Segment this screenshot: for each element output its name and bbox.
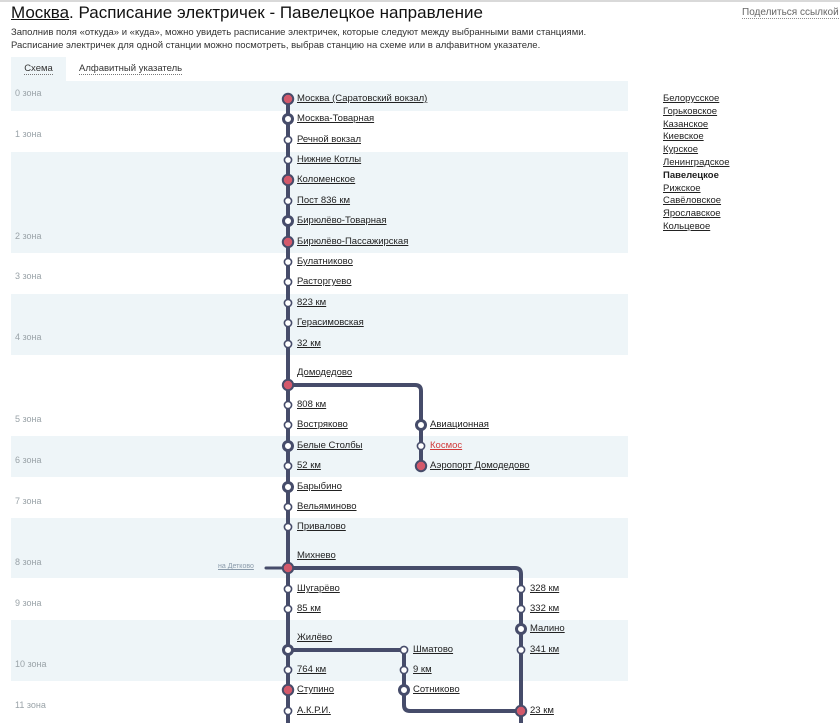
- station-link[interactable]: Сотниково: [413, 684, 460, 695]
- zone-label: 0 зона: [15, 88, 42, 98]
- station-link[interactable]: 764 км: [297, 664, 327, 675]
- station-link[interactable]: Нижние Котлы: [297, 154, 362, 165]
- station-dot-icon[interactable]: [284, 646, 293, 655]
- station-link[interactable]: 32 км: [297, 338, 321, 349]
- station-dot-icon[interactable]: [417, 421, 426, 430]
- station-dot-icon[interactable]: [284, 197, 291, 204]
- station-dot-icon[interactable]: [400, 646, 407, 653]
- direction-kurskoe[interactable]: Курское: [663, 144, 699, 156]
- station-link[interactable]: Домодедово: [297, 367, 353, 378]
- station-link[interactable]: Шугарёво: [297, 583, 340, 594]
- station-link[interactable]: 23 км: [530, 705, 554, 716]
- station-link[interactable]: Речной вокзал: [297, 134, 361, 145]
- station-dot-icon[interactable]: [284, 278, 291, 285]
- station-link[interactable]: Коломенское: [297, 174, 356, 185]
- station-link[interactable]: 328 км: [530, 583, 560, 594]
- zhilevo-branch-line: [288, 650, 521, 711]
- station-link[interactable]: Расторгуево: [297, 276, 352, 287]
- station-link[interactable]: Белые Столбы: [297, 440, 363, 451]
- station-dot-icon[interactable]: [284, 442, 293, 451]
- station-link[interactable]: Герасимовская: [297, 317, 364, 328]
- station-dot-icon[interactable]: [516, 706, 526, 716]
- direction-yaroslavskoe[interactable]: Ярославское: [663, 208, 721, 220]
- zone-label: 9 зона: [15, 598, 42, 608]
- zone-label: 11 зона: [15, 700, 46, 710]
- station-dot-icon[interactable]: [517, 646, 524, 653]
- station-dot-icon[interactable]: [284, 503, 291, 510]
- station-dot-icon[interactable]: [283, 175, 293, 185]
- zone-label: 5 зона: [15, 414, 42, 424]
- station-link[interactable]: Москва-Товарная: [297, 113, 375, 124]
- direction-koltsevoe[interactable]: Кольцевое: [663, 220, 711, 232]
- station-link[interactable]: Востряково: [297, 419, 348, 430]
- branch-note-detkovo[interactable]: на Детково: [218, 563, 254, 570]
- zone-label: 4 зона: [15, 332, 42, 342]
- station-dot-icon[interactable]: [517, 585, 524, 592]
- station-dot-icon[interactable]: [400, 686, 409, 695]
- zone-label: 1 зона: [15, 129, 42, 139]
- station-dot-icon[interactable]: [284, 401, 291, 408]
- intro-text: Заполнив поля «откуда» и «куда», можно увидеть расписание электричек, которые следуют между выбранными вами станциями. Расписание электричек для одной станции можно посмотреть, выбрав станцию на схеме или в алфавитном указателе.: [11, 27, 587, 51]
- station-dot-icon[interactable]: [283, 563, 293, 573]
- city-link[interactable]: Москва: [11, 3, 70, 22]
- station-link[interactable]: Вельяминово: [297, 501, 357, 512]
- tab-scheme-label: Схема: [24, 63, 53, 74]
- direction-leningradskoe[interactable]: Ленинградское: [663, 156, 730, 168]
- direction-savelovskoe[interactable]: Савёловское: [663, 195, 722, 207]
- zone-label: 10 зона: [15, 659, 47, 669]
- station-dot-icon[interactable]: [284, 115, 293, 124]
- station-dot-icon[interactable]: [417, 442, 424, 449]
- station-dot-icon[interactable]: [284, 523, 291, 530]
- direction-gorkovskoe[interactable]: Горьковское: [663, 105, 718, 117]
- station-dot-icon[interactable]: [517, 605, 524, 612]
- station-dot-icon[interactable]: [283, 94, 293, 104]
- station-dot-icon[interactable]: [284, 707, 291, 714]
- station-link[interactable]: Барыбино: [297, 481, 342, 492]
- tab-alphabet-label: Алфавитный указатель: [79, 63, 183, 74]
- station-dot-icon[interactable]: [284, 299, 291, 306]
- direction-rizhskoe[interactable]: Рижское: [663, 182, 701, 194]
- station-dot-icon[interactable]: [283, 380, 293, 390]
- share-link[interactable]: Поделиться ссылкой: [742, 7, 839, 18]
- station-dot-icon[interactable]: [284, 340, 291, 347]
- station-dot-icon[interactable]: [284, 585, 291, 592]
- station-link[interactable]: 332 км: [530, 603, 560, 614]
- station-link[interactable]: Шматово: [413, 644, 454, 655]
- station-link[interactable]: Привалово: [297, 521, 346, 532]
- zone-label: 2 зона: [15, 231, 42, 241]
- station-dot-icon[interactable]: [400, 666, 407, 673]
- station-link[interactable]: 9 км: [413, 664, 432, 675]
- station-link[interactable]: 341 км: [530, 644, 560, 655]
- station-dot-icon[interactable]: [284, 483, 293, 492]
- direction-kievskoe[interactable]: Киевское: [663, 131, 704, 143]
- station-link[interactable]: Авиационная: [430, 419, 489, 430]
- station-link[interactable]: Бирюлёво-Пассажирская: [297, 236, 409, 247]
- direction-paveletskoe-current: Павелецкое: [663, 169, 719, 181]
- station-dot-icon[interactable]: [284, 217, 293, 226]
- station-link[interactable]: Жилёво: [297, 632, 333, 643]
- zone-label: 3 зона: [15, 271, 42, 281]
- station-dot-icon[interactable]: [284, 421, 291, 428]
- zone-label: 7 зона: [15, 496, 42, 506]
- station-link[interactable]: 85 км: [297, 603, 321, 614]
- station-link[interactable]: Бирюлёво-Товарная: [297, 215, 387, 226]
- title-text: . Расписание электричек - Павелецкое направление: [69, 3, 483, 22]
- station-dot-icon[interactable]: [283, 685, 293, 695]
- direction-kazanskoe[interactable]: Казанское: [663, 118, 709, 130]
- station-link[interactable]: 823 км: [297, 297, 327, 308]
- station-dot-icon[interactable]: [284, 462, 291, 469]
- station-dot-icon[interactable]: [284, 319, 291, 326]
- station-link[interactable]: Пост 836 км: [297, 195, 351, 206]
- station-dot-icon[interactable]: [284, 258, 291, 265]
- station-dot-icon[interactable]: [284, 156, 291, 163]
- station-link[interactable]: Космос: [430, 440, 463, 451]
- station-link[interactable]: Москва (Саратовский вокзал): [297, 93, 428, 104]
- station-link[interactable]: 808 км: [297, 399, 327, 410]
- station-dot-icon[interactable]: [284, 136, 291, 143]
- station-link[interactable]: А.К.Р.И.: [297, 705, 331, 716]
- station-link[interactable]: Аэропорт Домодедово: [430, 460, 530, 471]
- station-dot-icon[interactable]: [416, 461, 426, 471]
- directions-list: [663, 93, 729, 234]
- station-dot-icon[interactable]: [284, 605, 291, 612]
- station-link[interactable]: Малино: [530, 623, 565, 634]
- station-link[interactable]: Булатниково: [297, 256, 353, 267]
- station-dot-icon[interactable]: [284, 666, 291, 673]
- zone-label: 8 зона: [15, 557, 42, 567]
- direction-belorusskoe[interactable]: Белорусское: [663, 93, 720, 104]
- station-dot-icon[interactable]: [517, 625, 526, 634]
- station-dot-icon[interactable]: [283, 237, 293, 247]
- station-link[interactable]: 52 км: [297, 460, 321, 471]
- zone-label: 6 зона: [15, 455, 42, 465]
- station-link[interactable]: Михнево: [297, 550, 336, 561]
- station-link[interactable]: Ступино: [297, 684, 335, 695]
